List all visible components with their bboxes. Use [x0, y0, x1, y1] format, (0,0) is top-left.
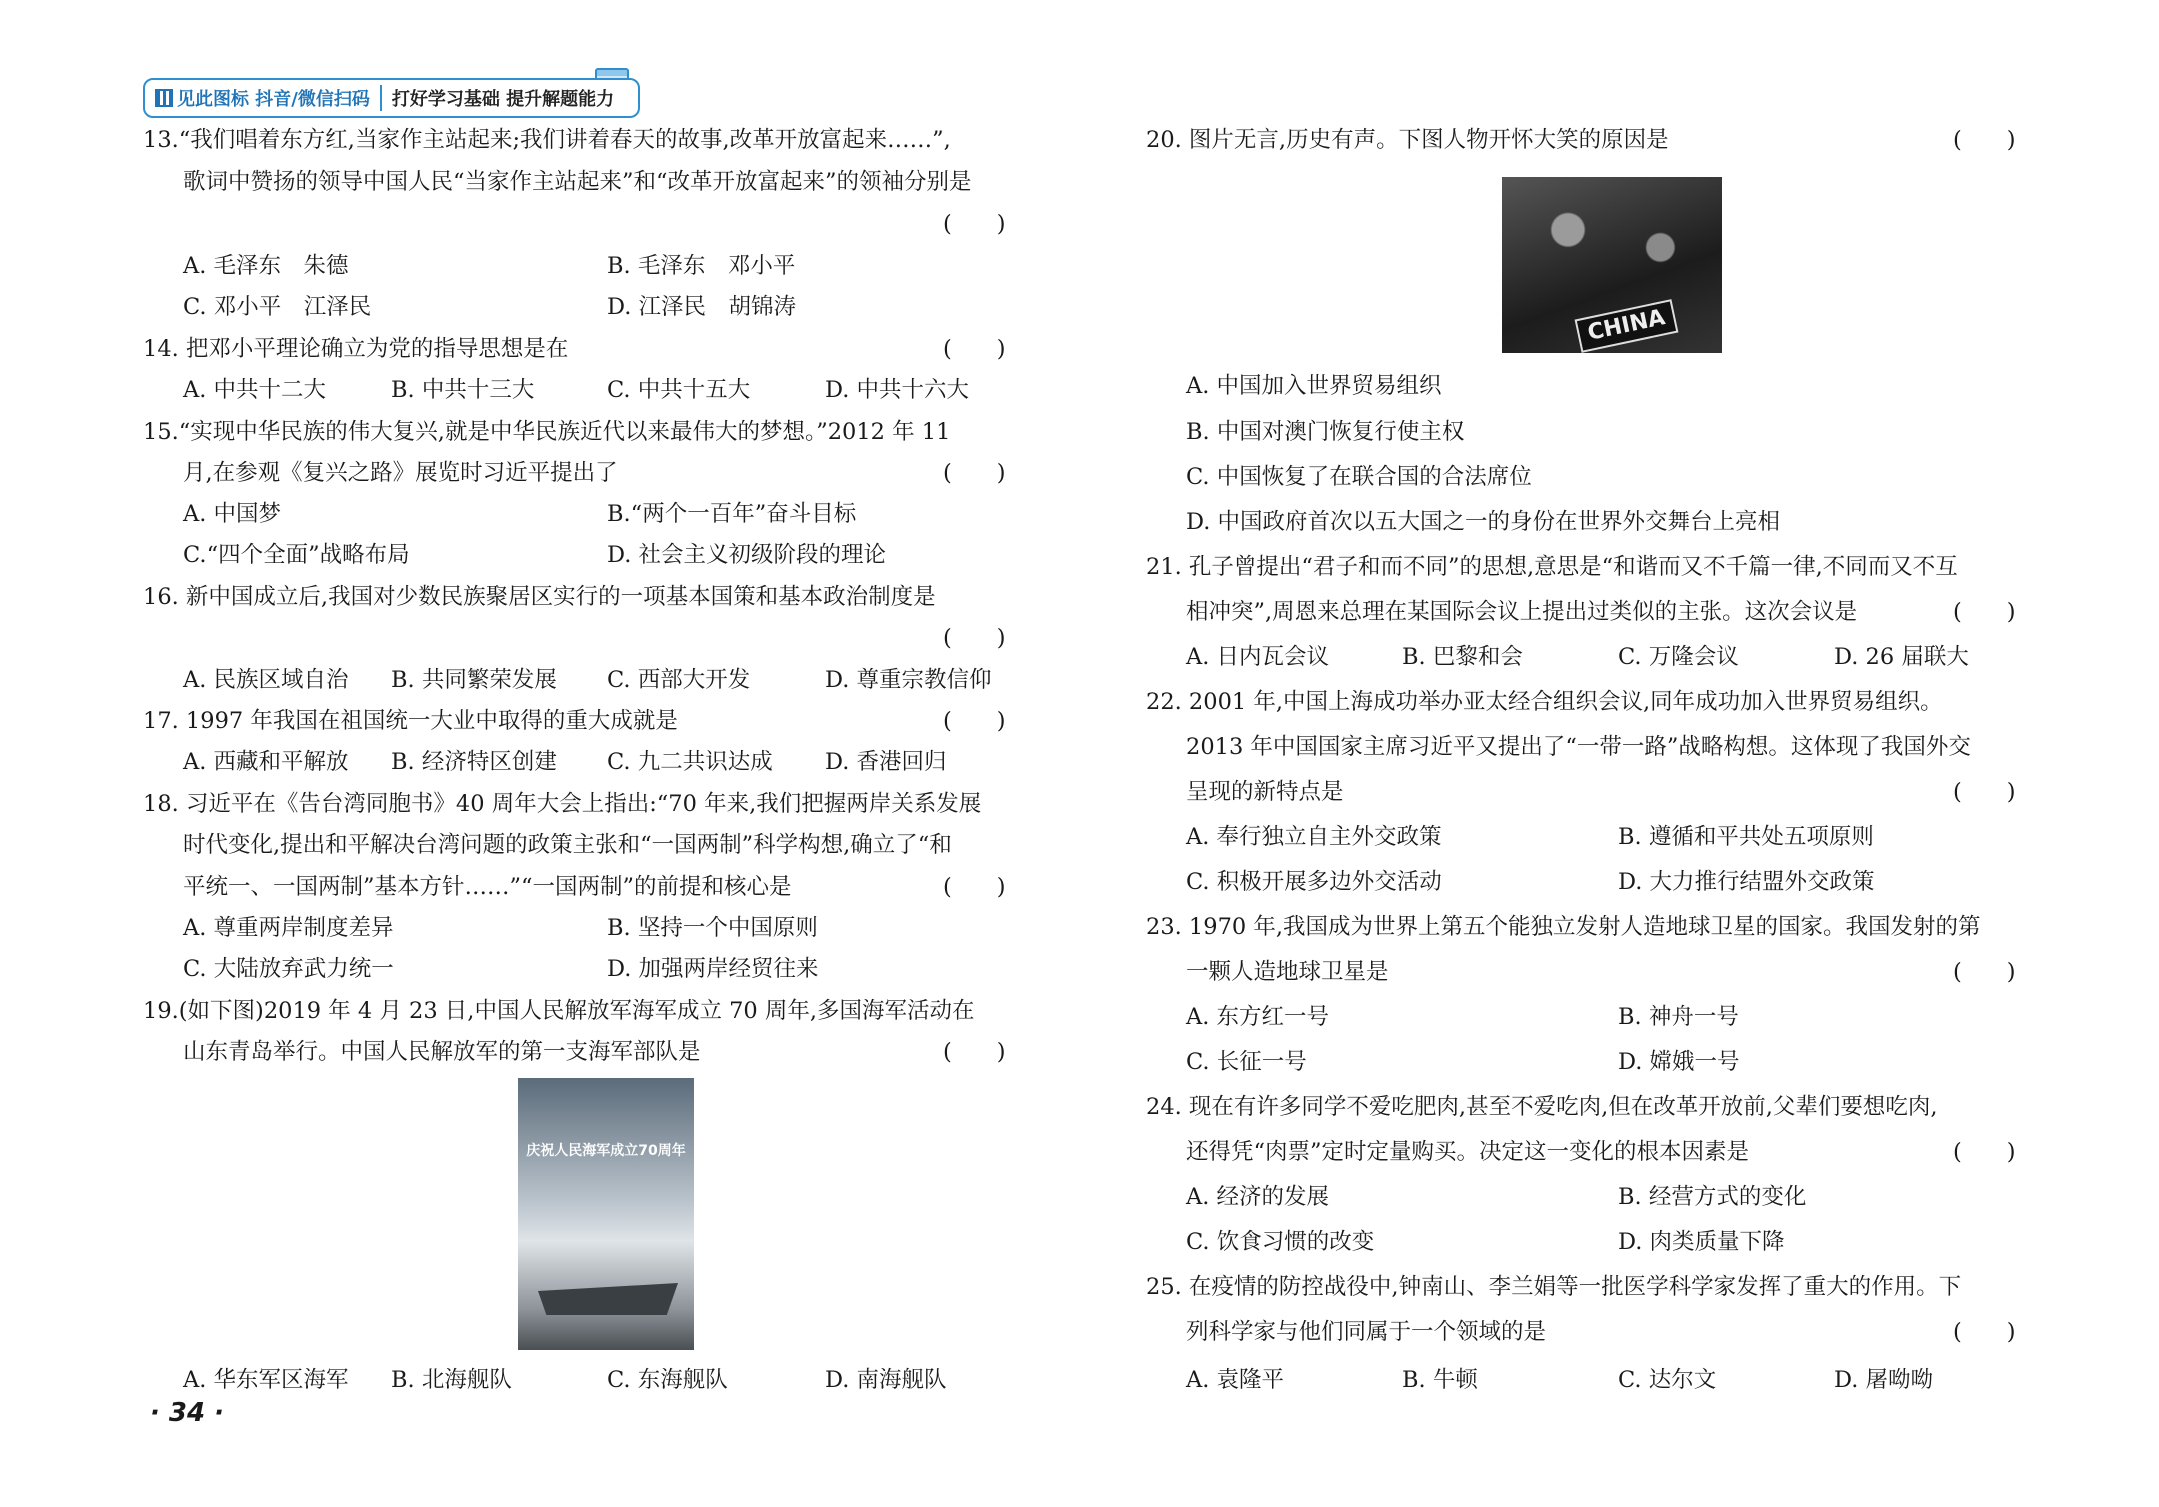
un-seat-photo: [1502, 177, 1722, 353]
q24-stem: 还得凭“肉票”定时定量购买。决定这一变化的根本因素是: [1186, 1139, 1750, 1165]
navy-poster-image: [518, 1078, 694, 1350]
q23-stem: 一颗人造地球卫星是: [1186, 959, 1389, 985]
option: D. 尊重宗教信仰: [825, 667, 992, 693]
q13-stem: 13.“我们唱着东方红,当家作主站起来;我们讲着春天的故事,改革开放富起来……”,: [143, 127, 951, 153]
q13-stem: 歌词中赞扬的领导中国人民“当家作主站起来”和“改革开放富起来”的领袖分别是: [183, 169, 972, 195]
q25-stem: 25. 在疫情的防控战役中,钟南山、李兰娟等一批医学科学家发挥了重大的作用。下: [1146, 1274, 1962, 1300]
option: C. 邓小平 江泽民: [183, 294, 372, 320]
option: C. 饮食习惯的改变: [1186, 1229, 1375, 1255]
option: A. 毛泽东 朱德: [183, 253, 349, 279]
option: A. 经济的发展: [1186, 1184, 1330, 1210]
page-number: · 34 ·: [150, 1398, 225, 1428]
option: B. 经济特区创建: [391, 749, 557, 775]
q22-stem: 22. 2001 年,中国上海成功举办亚太经合组织会议,同年成功加入世界贸易组织。: [1146, 689, 1943, 715]
option: D. 中国政府首次以五大国之一的身份在世界外交舞台上亮相: [1186, 509, 1781, 535]
option: B. 神舟一号: [1618, 1004, 1739, 1030]
poster-title: 庆祝人民海军成立70周年: [526, 1143, 686, 1159]
option: B. 牛顿: [1402, 1367, 1478, 1393]
option: D. 26 届联大: [1834, 644, 1969, 670]
option: D. 香港回归: [825, 749, 947, 775]
q18-stem: 平统一、一国两制”基本方针……”“一国两制”的前提和核心是: [183, 874, 792, 900]
option: C. 达尔文: [1618, 1367, 1717, 1393]
q14-stem: 14. 把邓小平理论确立为党的指导思想是在: [143, 336, 569, 362]
q22-stem: 呈现的新特点是: [1186, 779, 1344, 805]
answer-paren[interactable]: ( ): [1953, 959, 2016, 985]
option: A. 东方红一号: [1186, 1004, 1330, 1030]
answer-paren[interactable]: ( ): [1953, 1319, 2016, 1345]
q21-stem: 21. 孔子曾提出“君子和而不同”的思想,意思是“和谐而又不千篇一律,不同而又不互: [1146, 554, 1958, 580]
header-divider: [380, 85, 382, 111]
option: A. 华东军区海军: [183, 1367, 349, 1393]
option: C. 东海舰队: [607, 1367, 728, 1393]
option: C. 长征一号: [1186, 1049, 1307, 1075]
answer-paren[interactable]: ( ): [1953, 779, 2016, 805]
q23-stem: 23. 1970 年,我国成为世界上第五个能独立发射人造地球卫星的国家。我国发射的第: [1146, 914, 1981, 940]
q19-stem: 山东青岛举行。中国人民解放军的第一支海军部队是: [183, 1039, 701, 1065]
q21-stem: 相冲突”,周恩来总理在某国际会议上提出过类似的主张。这次会议是: [1186, 599, 1858, 625]
option: A. 日内瓦会议: [1186, 644, 1330, 670]
scan-text: 见此图标 抖音/微信扫码: [177, 89, 370, 110]
header-motto: 打好学习基础 提升解题能力: [391, 89, 615, 110]
option: C. 大陆放弃武力统一: [183, 956, 394, 982]
q17-stem: 17. 1997 年我国在祖国统一大业中取得的重大成就是: [143, 708, 678, 734]
option: C.“四个全面”战略布局: [183, 542, 410, 568]
option: C. 九二共识达成: [607, 749, 773, 775]
option: A. 袁隆平: [1186, 1367, 1285, 1393]
answer-paren[interactable]: ( ): [943, 460, 1006, 486]
option: B. 遵循和平共处五项原则: [1618, 824, 1874, 850]
option: D. 江泽民 胡锦涛: [607, 294, 797, 320]
q24-stem: 24. 现在有许多同学不爱吃肥肉,甚至不爱吃肉,但在改革开放前,父辈们要想吃肉,: [1146, 1094, 1938, 1120]
option: D. 嫦娥一号: [1618, 1049, 1740, 1075]
option: C. 积极开展多边外交活动: [1186, 869, 1442, 895]
q15-stem: 月,在参观《复兴之路》展览时习近平提出了: [183, 460, 618, 486]
option: B. 毛泽东 邓小平: [607, 253, 796, 279]
option: D. 中共十六大: [825, 377, 970, 403]
option: A. 中共十二大: [183, 377, 327, 403]
q19-stem: 19.(如下图)2019 年 4 月 23 日,中国人民解放军海军成立 70 周年,多国海军活动在: [143, 998, 975, 1024]
option: A. 奉行独立自主外交政策: [1186, 824, 1442, 850]
option: C. 中国恢复了在联合国的合法席位: [1186, 464, 1532, 490]
option: D. 大力推行结盟外交政策: [1618, 869, 1875, 895]
option: B.“两个一百年”奋斗目标: [607, 501, 857, 527]
china-nameplate: CHINA: [1575, 299, 1679, 353]
option: D. 加强两岸经贸往来: [607, 956, 819, 982]
option: A. 尊重两岸制度差异: [183, 915, 394, 941]
option: D. 肉类质量下降: [1618, 1229, 1785, 1255]
q18-stem: 时代变化,提出和平解决台湾问题的政策主张和“一国两制”科学构想,确立了“和: [183, 832, 952, 858]
option: A. 西藏和平解放: [183, 749, 349, 775]
option: B. 坚持一个中国原则: [607, 915, 818, 941]
answer-paren[interactable]: ( ): [1953, 599, 2016, 625]
q22-stem: 2013 年中国国家主席习近平又提出了“一带一路”战略构想。这体现了我国外交: [1186, 734, 1971, 760]
q20-stem: 20. 图片无言,历史有声。下图人物开怀大笑的原因是: [1146, 127, 1669, 153]
answer-paren[interactable]: ( ): [1953, 1139, 2016, 1165]
option: D. 社会主义初级阶段的理论: [607, 542, 887, 568]
option: C. 中共十五大: [607, 377, 751, 403]
option: A. 民族区域自治: [183, 667, 349, 693]
header-banner: [143, 78, 640, 118]
answer-paren[interactable]: ( ): [943, 625, 1006, 651]
answer-paren[interactable]: ( ): [1953, 127, 2016, 153]
answer-paren[interactable]: ( ): [943, 708, 1006, 734]
option: B. 北海舰队: [391, 1367, 512, 1393]
q16-stem: 16. 新中国成立后,我国对少数民族聚居区实行的一项基本国策和基本政治制度是: [143, 584, 936, 610]
answer-paren[interactable]: ( ): [943, 1039, 1006, 1065]
option: C. 西部大开发: [607, 667, 751, 693]
option: B. 巴黎和会: [1402, 644, 1523, 670]
q18-stem: 18. 习近平在《告台湾同胞书》40 周年大会上指出:“70 年来,我们把握两岸关系发展: [143, 791, 982, 817]
option: B. 中共十三大: [391, 377, 535, 403]
answer-paren[interactable]: ( ): [943, 211, 1006, 237]
option: A. 中国梦: [183, 501, 282, 527]
scan-label: [155, 85, 370, 111]
option: B. 中国对澳门恢复行使主权: [1186, 419, 1465, 445]
answer-paren[interactable]: ( ): [943, 874, 1006, 900]
option: B. 共同繁荣发展: [391, 667, 557, 693]
option: B. 经营方式的变化: [1618, 1184, 1807, 1210]
option: A. 中国加入世界贸易组织: [1186, 373, 1442, 399]
option: D. 屠呦呦: [1834, 1367, 1934, 1393]
q15-stem: 15.“实现中华民族的伟大复兴,就是中华民族近代以来最伟大的梦想。”2012 年 11: [143, 419, 951, 445]
aircraft-carrier-shape: [538, 1275, 678, 1315]
q25-stem: 列科学家与他们同属于一个领域的是: [1186, 1319, 1547, 1345]
option: C. 万隆会议: [1618, 644, 1739, 670]
qr-code-icon: [155, 89, 173, 107]
option: D. 南海舰队: [825, 1367, 947, 1393]
answer-paren[interactable]: ( ): [943, 336, 1006, 362]
